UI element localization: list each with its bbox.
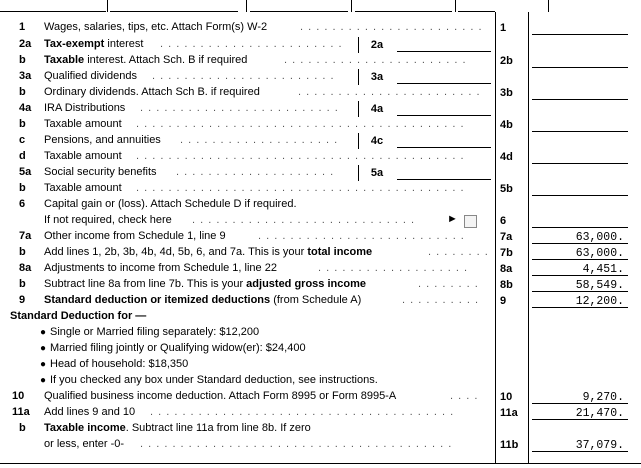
line-9-amount[interactable]: 12,200. [532,293,628,308]
line-number: b [19,246,26,258]
line-4b [0,117,641,133]
bullet-icon: ● [40,327,47,338]
inline-ref: 5a [358,165,395,181]
line-11b [0,421,641,437]
line-1-amount[interactable] [532,20,628,35]
top-divider [455,0,456,12]
bullet-text: Head of household: $18,350 [50,358,189,370]
line-11b-amount[interactable]: 37,079. [532,437,628,452]
line-ref: 4d [500,151,513,163]
line-9 [0,293,641,309]
line-2a [0,37,641,53]
line-number: 1 [19,21,26,33]
line-10-amount[interactable]: 9,270. [532,389,628,404]
leader-dots: . . . . . . . . . . . . . . . . . . . . . . . [160,38,343,50]
line-ref: 8a [500,263,513,275]
line-label: If not required, check here [44,214,172,226]
leader-dots: . . . . . . . . . . . . . . . . . . . . [180,134,339,146]
line-5a-amount[interactable] [397,167,491,180]
line-6 [0,197,641,213]
line-number: b [19,422,26,434]
line-3a-amount[interactable] [397,71,491,84]
inline-ref: 4a [358,101,395,117]
bullet-text: Married filing jointly or Qualifying widow(er): $24,400 [50,342,306,354]
line-number: b [19,118,26,130]
line-4b-amount[interactable] [532,117,628,132]
line-label: Add lines 9 and 10 [44,406,136,418]
std-deduction-heading: Standard Deduction for — [10,310,147,322]
line-ref: 1 [500,22,507,34]
line-label: Taxable amount [44,150,122,162]
line-11a-amount[interactable]: 21,470. [532,405,628,420]
line-number: d [19,150,26,162]
leader-dots: . . . . . . . . . . . . . . . . . . . . . . . . . . . . . . . . . . . . . . . [140,438,453,450]
top-field-1 [0,0,106,12]
line-label: Qualified business income deduction. Attach Form 8995 or Form 8995-A [44,390,397,402]
leader-dots: . . . . . . . . . . . . . . . . . . . . . . . . . [140,102,339,114]
leader-dots: . . . . . . . . . . . . . . . . . . . [318,262,469,274]
line-number: 6 [19,198,26,210]
line-11b-cont [0,437,641,453]
line-label: Ordinary dividends. Attach Sch B. if required [44,86,260,98]
line-4a-amount[interactable] [397,103,491,116]
line-label: IRA Distributions [44,102,126,114]
line-7b-amount[interactable]: 63,000. [532,245,628,260]
line-10 [0,389,641,405]
line-4c [0,133,641,149]
line-1 [0,20,641,36]
line-4a [0,101,641,117]
line-2a-amount[interactable] [397,39,491,52]
std-deduction-bullet [0,341,641,357]
leader-dots: . . . . . . . . . . . . . . . . . . . . . . . . . . . . [192,214,416,226]
line-5b [0,181,641,197]
line-5b-amount[interactable] [532,181,628,196]
line-3b-amount[interactable] [532,85,628,100]
line-8a [0,261,641,277]
line-6-amount[interactable] [532,213,628,228]
std-deduction-title [0,309,641,325]
top-divider [548,0,549,12]
bullet-icon: ● [40,359,47,370]
line-3a [0,69,641,85]
line-number: b [19,182,26,194]
line-ref: 7b [500,247,513,259]
line-2b [0,53,641,69]
bullet-text: If you checked any box under Standard deduction, see instructions. [50,374,378,386]
line-7a-amount[interactable]: 63,000. [532,229,628,244]
line-ref: 4b [500,119,513,131]
line-5a [0,165,641,181]
line-label: Social security benefits [44,166,157,178]
line-ref: 2b [500,55,513,67]
capital-gain-checkbox[interactable] [464,215,477,228]
leader-dots: . . . . . . . . . . . . . . . . . . . . . . . [284,54,467,66]
top-field-2 [110,0,238,12]
leader-dots: . . . . . . . . . . . . . . . . . . . . . . . [300,21,483,33]
line-label: Add lines 1, 2b, 3b, 4b, 4d, 5b, 6, and 7a. This is your total income [44,246,373,258]
line-number: c [19,134,26,146]
top-field-5 [458,0,495,12]
line-7b [0,245,641,261]
top-rule [0,0,641,12]
line-8b-amount[interactable]: 58,549. [532,277,628,292]
bullet-icon: ● [40,375,47,386]
leader-dots: . . . . [450,390,479,402]
line-11a [0,405,641,421]
std-deduction-bullet [0,373,641,389]
leader-dots: . . . . . . . . . . . . . . . . . . . . [176,166,335,178]
inline-ref: 4c [358,133,395,149]
line-label: Tax-exempt interest [44,38,144,50]
line-label: Other income from Schedule 1, line 9 [44,230,226,242]
bullet-text: Single or Married filing separately: $12,200 [50,326,260,338]
line-label: Wages, salaries, tips, etc. Attach Form(s) W-2 [44,21,268,33]
line-ref: 6 [500,215,507,227]
line-label: Pensions, and annuities [44,134,161,146]
line-label: Qualified dividends [44,70,137,82]
line-number: 10 [12,390,25,402]
line-label: Taxable interest. Attach Sch. B if required [44,54,248,66]
top-divider [107,0,108,12]
line-4c-amount[interactable] [397,135,491,148]
line-number: 4a [19,102,32,114]
line-number: 11a [12,406,30,418]
line-ref: 7a [500,231,513,243]
line-ref: 10 [500,391,513,403]
line-number: 2a [19,38,32,50]
leader-dots: . . . . . . . . . . [402,294,480,306]
line-number: 9 [19,294,26,306]
line-ref: 9 [500,295,507,307]
line-label: Capital gain or (loss). Attach Schedule D if required. [44,198,297,210]
line-3b [0,85,641,101]
bottom-rule [0,463,641,464]
std-deduction-bullet [0,325,641,341]
line-label: Taxable amount [44,118,122,130]
line-label: Taxable amount [44,182,122,194]
leader-dots: . . . . . . . . . . . . . . . . . . . . . . . . . . . . . . . . . . . . . . . . . [136,182,465,194]
bullet-icon: ● [40,343,47,354]
line-8b [0,277,641,293]
leader-dots: . . . . . . . . . . . . . . . . . . . . . . . . . . . . . . . . . . . . . . [150,406,455,418]
line-8a-amount[interactable]: 4,451. [532,261,628,276]
line-ref: 11a [500,407,518,419]
leader-dots: . . . . . . . . [428,246,489,258]
leader-dots: . . . . . . . . . . . . . . . . . . . . . . . [152,70,335,82]
line-ref: 3b [500,87,513,99]
line-number: 7a [19,230,32,242]
leader-dots: . . . . . . . . [418,278,479,290]
inline-ref: 3a [358,69,395,85]
line-label: Standard deduction or itemized deductions (from Schedule A) [44,294,362,306]
line-number: b [19,278,26,290]
line-number: 5a [19,166,32,178]
line-6-check [0,213,641,229]
line-4d [0,149,641,165]
line-label: Taxable income. Subtract line 11a from line 8b. If zero [44,422,311,434]
top-divider [351,0,352,12]
line-label: Subtract line 8a from line 7b. This is your adjusted gross income [44,278,366,290]
inline-ref: 2a [358,37,395,53]
line-number: b [19,54,26,66]
arrow-icon: ► [447,213,458,225]
line-7a [0,229,641,245]
top-field-4 [355,0,452,12]
leader-dots: . . . . . . . . . . . . . . . . . . . . . . . [298,86,481,98]
line-number: b [19,86,26,98]
line-2b-amount[interactable] [532,53,628,68]
line-number: 8a [19,262,32,274]
leader-dots: . . . . . . . . . . . . . . . . . . . . . . . . . . . . . . . . . . . . . . . . . [136,118,465,130]
line-number: 3a [19,70,32,82]
leader-dots: . . . . . . . . . . . . . . . . . . . . . . . . . . [258,230,465,242]
leader-dots: . . . . . . . . . . . . . . . . . . . . . . . . . . . . . . . . . . . . . . . . . [136,150,465,162]
line-ref: 11b [500,439,519,451]
line-label: or less, enter -0- [44,438,125,450]
line-label: Adjustments to income from Schedule 1, line 22 [44,262,277,274]
std-deduction-bullet [0,357,641,373]
top-divider [246,0,247,12]
line-ref: 5b [500,183,513,195]
line-4d-amount[interactable] [532,149,628,164]
top-field-3 [250,0,348,12]
line-ref: 8b [500,279,513,291]
